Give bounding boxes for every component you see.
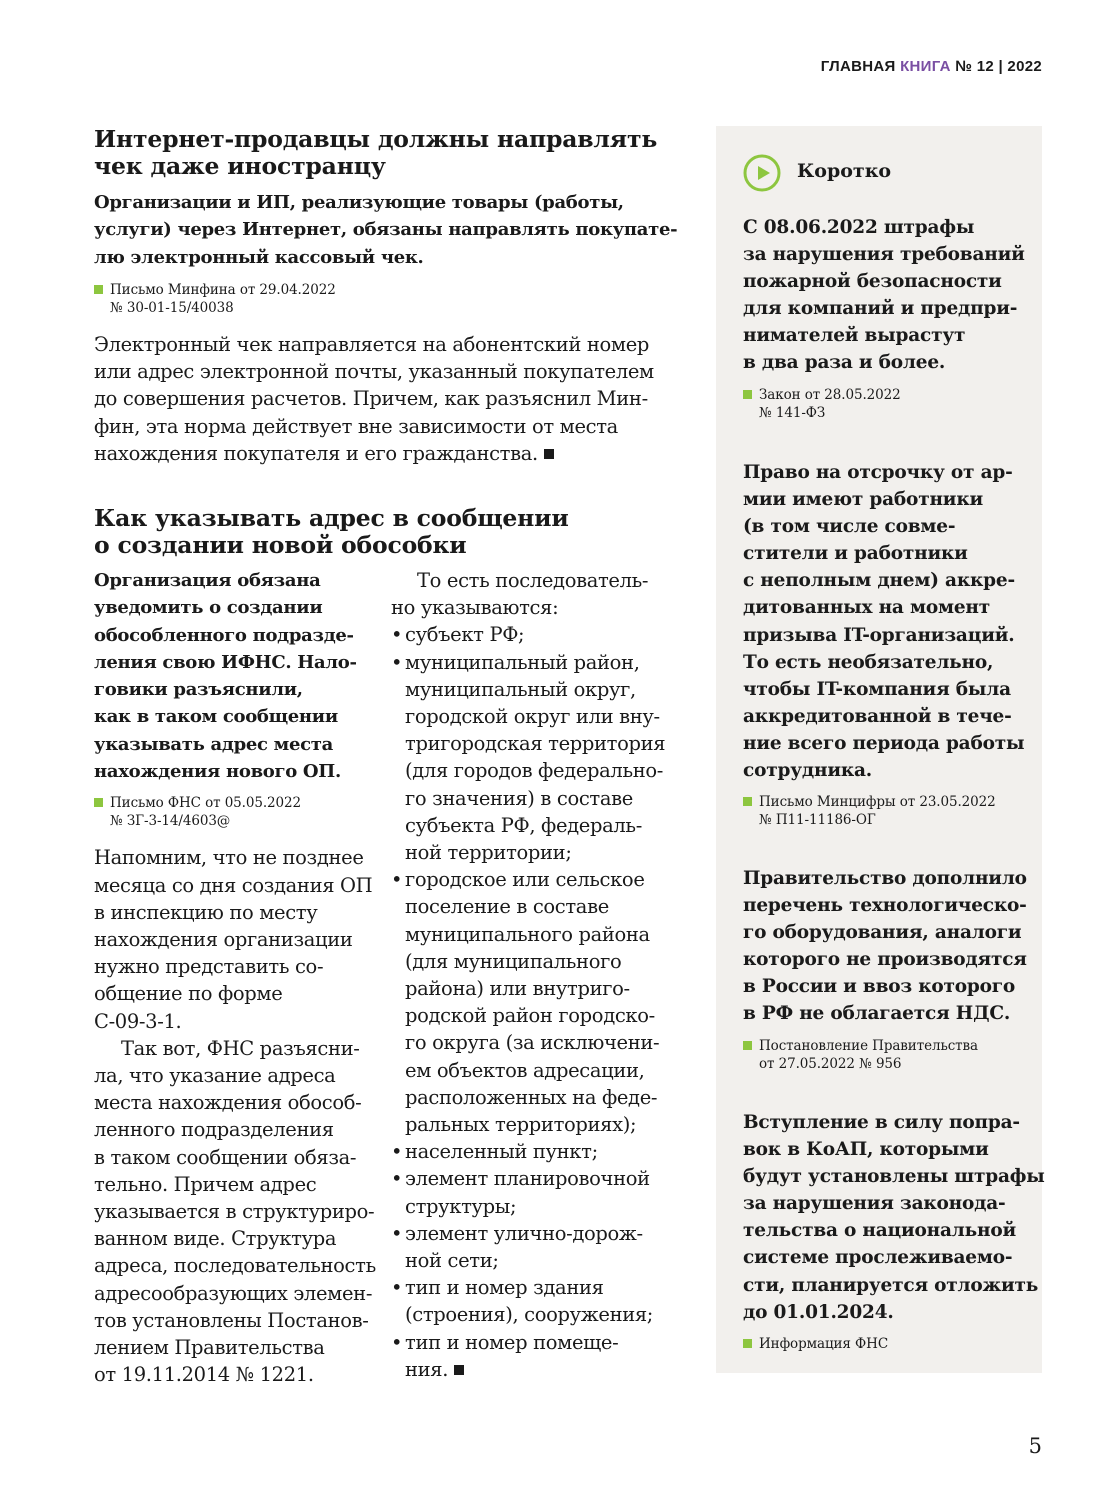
list-item: • элемент планировочной структуры; [391,1165,691,1219]
article-2-source: Письмо ФНС от 05.05.2022 № ЗГ-3-14/4603@ [94,794,374,830]
list-item: • субъект РФ; [391,621,691,648]
address-elements-list [391,621,691,1383]
play-icon [743,154,781,192]
source-marker-icon [743,390,752,399]
magazine-header [821,58,1042,75]
sidebar-item-1: С 08.06.2022 штрафы за нарушения требований пожарной безопасности для компаний и предпри- нимателей вырастут в два раза и более. Закон от 28.05.2022 № 141-ФЗ [743,214,1033,422]
list-item: • населенный пункт; [391,1138,691,1165]
article-2-lead: Организация обязана уведомить о создании обособленного подразде- ления свою ИФНС. Нало- говики разъяснили, как в таком сообщении указывать адрес места нахождения нового ОП. [94,570,357,783]
end-of-article-icon [544,449,554,459]
article-1 [94,126,684,467]
sidebar-item-3: Правительство дополнило перечень технологическо- го оборудования, аналоги которого не производятся в России и ввоз которого в РФ не облагается НДС. Постановление Правительства от 27.05.2022 № 956 [743,865,1038,1073]
sidebar-item-3-source: Постановление Правительства от 27.05.2022 № 956 [743,1037,1038,1073]
article-1-title: Интернет-продавцы должны направлять чек даже иностранцу [94,125,658,180]
sidebar-item-2-source: Письмо Минцифры от 23.05.2022 № П11-11186-ОГ [743,793,1038,829]
sidebar-item-2: Право на отсрочку от ар- мии имеют работники (в том числе совме- стители и работники с неполным днем) аккре- дитованных на момент призыва IT-организаций. То есть необязательно, чтобы IT-компания была аккредитованной в тече- ние всего периода работы сотрудника. Письмо Минцифры от 23.05.2022 № П11-11186-ОГ [743,459,1038,829]
source-marker-icon [94,798,103,807]
article-1-source: Письмо Минфина от 29.04.2022 № 30-01-15/40038 [94,281,684,317]
sidebar-heading: Коротко [797,160,892,182]
header-title-accent: КНИГА [900,58,951,75]
sidebar-item-1-source: Закон от 28.05.2022 № 141-ФЗ [743,386,1033,422]
article-2-body: Напомним, что не позднее месяца со дня создания ОП в инспекцию по месту нахождения организации нужно представить со- общение по форме С-09-3-1. Так вот, ФНС разъясни- ла, что указание адреса места нахождения обособ- ленного подразделения в таком сообщении обяза- тельно. Причем адрес указывается в структуриро- ванном виде. Структура адреса, последовательность адресообразующих элемен- тов установлены Постанов- лением Правительства от 19.11.2014 № 1221. [94,846,376,1387]
list-item: • городское или сельское поселение в составе муниципального района (для муниципального района) или внутриго- родской район городско- го округа (за исключени- ем объектов адресации, расположенных на феде- ральных территориях); [391,866,691,1138]
page-number: 5 [1028,1434,1042,1458]
list-item: • муниципальный район, муниципальный округ, городской округ или вну- тригородская территория (для городов федерально- го значения) в составе субъекта РФ, федераль- ной территории; [391,649,691,867]
list-item: • элемент улично-дорож- ной сети; [391,1220,691,1274]
article-2-column-2: То есть последователь- но указываются: • субъект РФ; • муниципальный район, муниципальный округ, городской округ или вну- тригородская территория (для городов федерально- го значения) в составе субъекта РФ, федераль- ной территории; • городское или сельское поселение в составе муниципального района (для муниципального района) или внутриго- родской район городско- го округа (за исключени- ем объектов адресации, расположенных на феде- ральных территориях); • населенный пункт; • элемент планировочной структуры; • элемент улично-дорож- ной сети; • тип и номер здания (строения), сооружения; • тип и номер помеще- ния. [391,567,691,1383]
end-of-article-icon [454,1365,464,1375]
list-item: • тип и номер помеще- ния. [391,1329,691,1383]
source-marker-icon [743,1339,752,1348]
article-1-body: Электронный чек направляется на абонентский номер или адрес электронной почты, указанный покупателем до совершения расчетов. Причем, как разъяснил Мин- фин, эта норма действует вне зависимости от места нахождения покупателя и его гражданства. [94,332,654,465]
header-issue: № 12 | 2022 [955,58,1042,75]
sidebar-item-4: Вступление в силу попра- вок в КоАП, которыми будут установлены штрафы за нарушения законода- тельства о национальной системе прослеживаемо- сти, планируется отложить до 01.01.2024. Информация ФНС [743,1112,1045,1352]
article-2-title: Как указывать адрес в сообщении о создании новой обособки [94,504,569,559]
source-marker-icon [743,1041,752,1050]
article-1-lead: Организации и ИП, реализующие товары (работы, услуги) через Интернет, обязаны направлять покупате- лю электронный кассовый чек. [94,192,678,268]
list-item: • тип и номер здания (строения), сооружения; [391,1274,691,1328]
sidebar-item-4-source: Информация ФНС [743,1335,1038,1353]
source-marker-icon [743,797,752,806]
article-2-column-1 [94,567,374,1388]
source-marker-icon [94,285,103,294]
header-title: ГЛАВНАЯ [820,58,896,75]
article-2 [94,505,684,559]
